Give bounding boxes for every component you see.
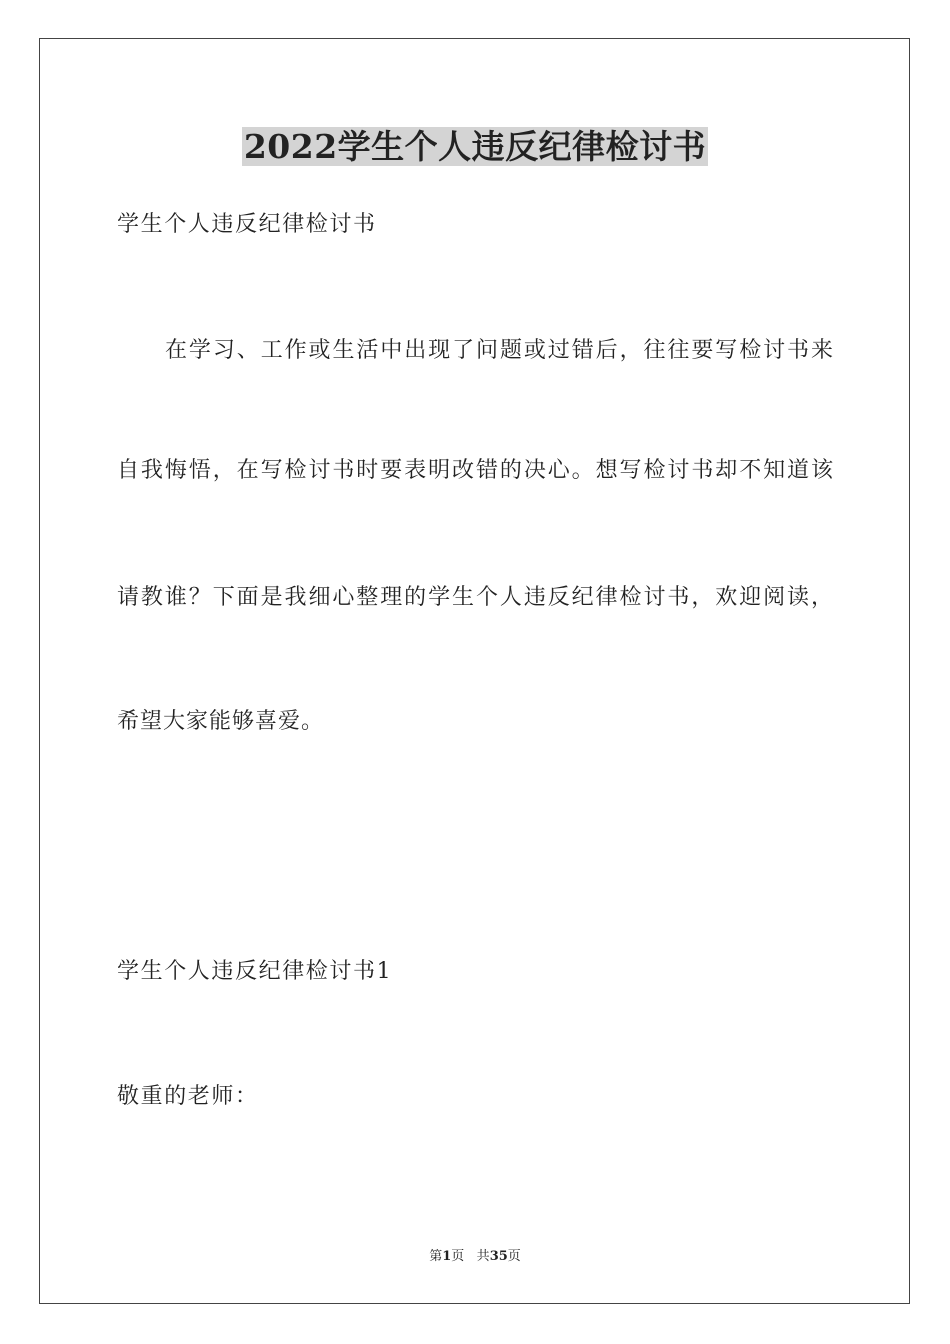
page-number: 1 [442,1249,452,1264]
total-pages: 35 [489,1249,508,1264]
page-suffix: 页 [451,1249,465,1264]
salutation: 敬重的老师： [117,1084,259,1109]
intro-paragraph-line-4: 希望大家能够喜爱。 [117,709,325,734]
document-subtitle: 学生个人违反纪律检讨书 [117,212,377,237]
intro-paragraph-line-2: 自我悔悟，在写检讨书时要表明改错的决心。想写检讨书却不知道该 [117,458,833,483]
total-prefix: 共 [476,1249,490,1264]
document-title-text: 2022学生个人违反纪律检讨书 [243,127,707,166]
intro-paragraph-line-1: 在学习、工作或生活中出现了问题或过错后，往往要写检讨书来 [165,338,833,363]
page-footer [0,1248,950,1266]
page-prefix: 第 [429,1249,443,1264]
intro-paragraph-line-3: 请教谁？下面是我细心整理的学生个人违反纪律检讨书，欢迎阅读， [117,585,833,610]
document-title [0,126,950,168]
section-heading: 学生个人违反纪律检讨书1 [117,959,393,984]
total-suffix: 页 [507,1249,521,1264]
